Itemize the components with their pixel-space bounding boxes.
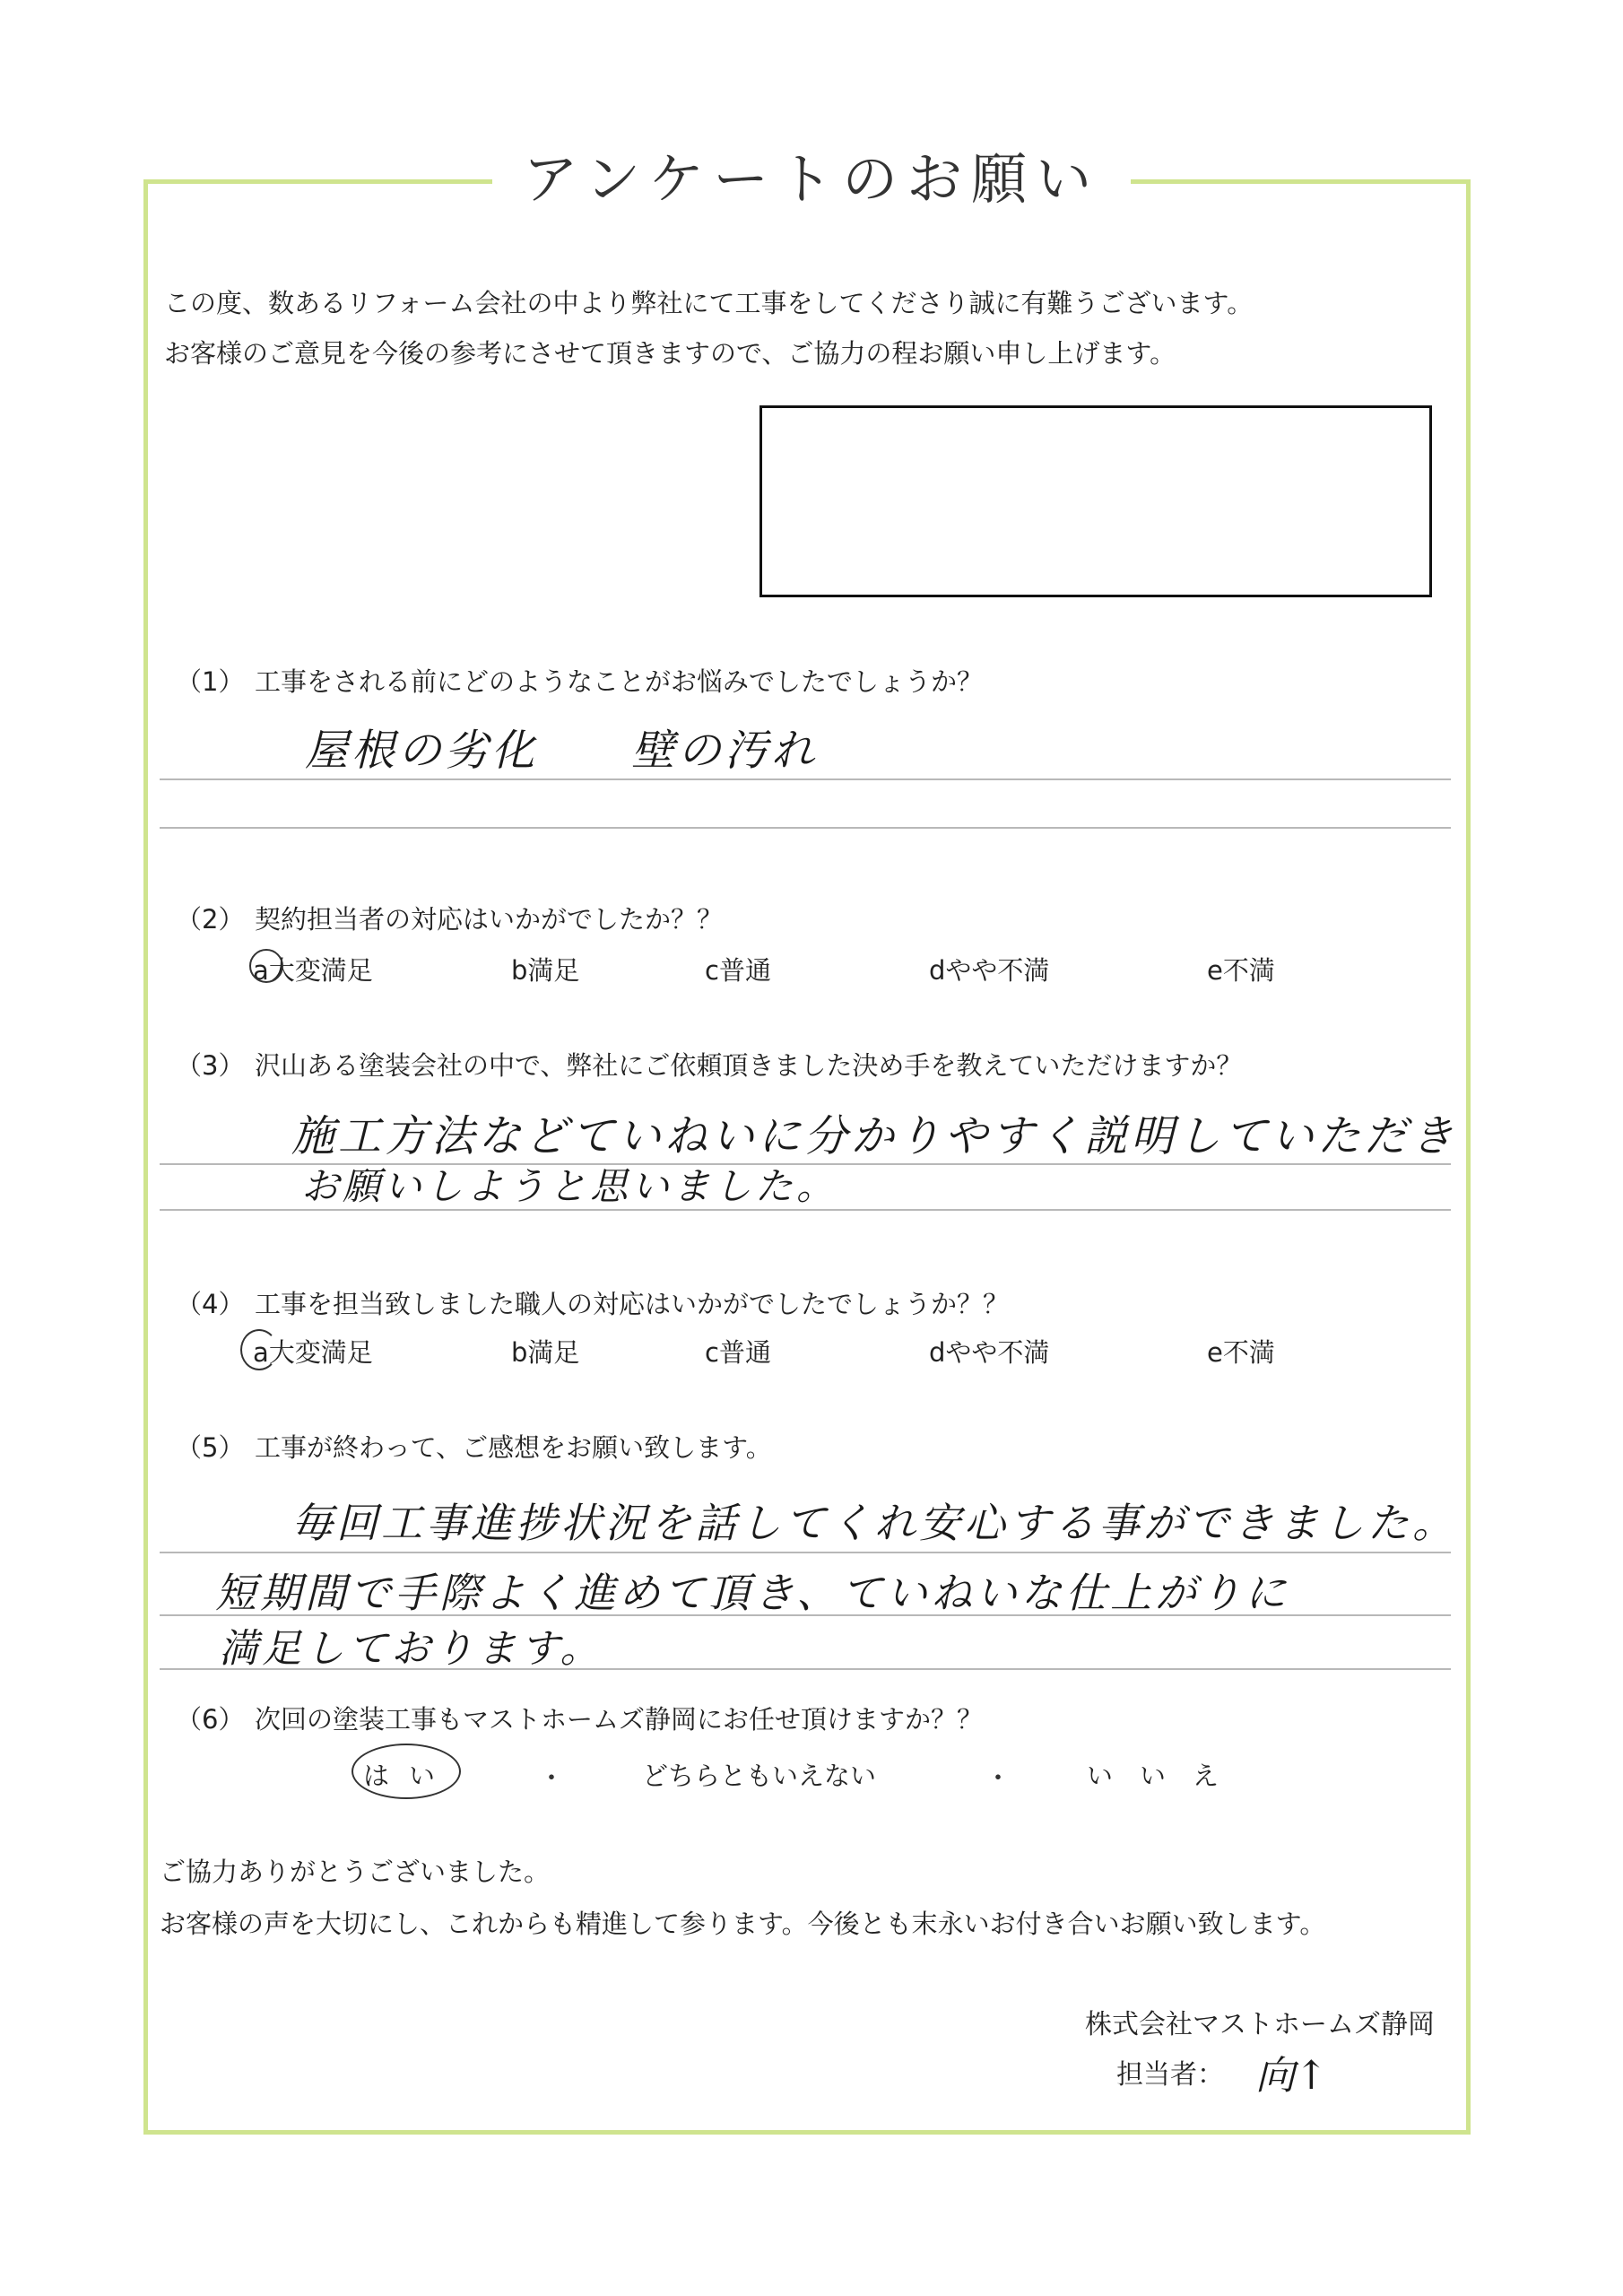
answer-rule	[160, 1209, 1451, 1211]
separator-dot: ・	[985, 1763, 1011, 1795]
title-area	[0, 144, 1623, 215]
company-name: 株式会社マストホームズ静岡	[1085, 2009, 1435, 2040]
selection-circle	[352, 1744, 461, 1799]
question-number: （3）	[176, 1050, 245, 1081]
option-d: dやや不満	[929, 955, 1050, 986]
question-text: 工事が終わって、ご感想をお願い致します。	[255, 1432, 772, 1463]
question-number: （6）	[176, 1704, 245, 1735]
option-c: c普通	[705, 1337, 771, 1368]
option-c: c普通	[705, 955, 771, 986]
question-number: （5）	[176, 1432, 245, 1463]
question-5	[176, 1428, 772, 1465]
answer-3-line-2: お願いしようと思いました。	[301, 1164, 838, 1208]
question-text: 次回の塗装工事もマストホームズ静岡にお任せ頂けますか？？	[255, 1704, 984, 1735]
question-3	[176, 1046, 1242, 1083]
intro-text	[164, 278, 1253, 378]
customer-name-box	[759, 405, 1432, 597]
question-text: 契約担当者の対応はいかがでしたか？？	[255, 904, 724, 935]
answer-5-line-1: 毎回工事進捗状況を話してくれ安心する事ができました。	[291, 1499, 1457, 1547]
question-number: （2）	[176, 904, 245, 935]
selection-circle	[240, 1329, 278, 1370]
intro-line-1: この度、数あるリフォーム会社の中より弊社にて工事をしてくださり誠に有難うございます。	[164, 288, 1254, 318]
option-e: e不満	[1207, 955, 1275, 986]
option-e: e不満	[1207, 1337, 1275, 1368]
option-yes: はい	[363, 1761, 456, 1791]
option-b: b満足	[511, 955, 580, 986]
question-text: 工事を担当致しました職人の対応はいかがでしたでしょうか？？	[255, 1289, 1010, 1319]
question-text: 沢山ある塗装会社の中で、弊社にご依頼頂きました決め手を教えていただけますか？	[255, 1050, 1243, 1081]
page-title: アンケートのお願い	[492, 144, 1131, 215]
answer-rule	[160, 827, 1451, 829]
option-b: b満足	[511, 1337, 580, 1368]
question-2	[176, 900, 723, 936]
person-in-charge-label: 担当者：	[1116, 2059, 1224, 2091]
question-text: 工事をされる前にどのようなことがお悩みでしたでしょうか？	[255, 666, 984, 697]
option-a: a大変満足	[253, 955, 373, 986]
option-d: dやや不満	[929, 1337, 1050, 1368]
question-number: （1）	[176, 666, 245, 697]
question-6	[176, 1700, 983, 1736]
answer-rule	[160, 1668, 1451, 1670]
separator-dot: ・	[538, 1763, 565, 1795]
option-neither: どちらともいえない	[642, 1761, 877, 1791]
staff-signature: 向↑	[1255, 2053, 1328, 2099]
answer-rule	[160, 1552, 1451, 1553]
option-a: a大変満足	[253, 1337, 373, 1368]
answer-3-line-1: 施工方法などていねいに分かりやすく説明していただき	[291, 1111, 1458, 1161]
closing-text	[160, 1846, 1325, 1950]
option-no: いいえ	[1087, 1761, 1246, 1791]
selection-circle	[249, 949, 283, 983]
answer-rule	[160, 778, 1451, 780]
question-4	[176, 1284, 1009, 1321]
closing-line-2: お客様の声を大切にし、これからも精進して参ります。今後とも末永いお付き合いお願い致します。	[160, 1909, 1326, 1939]
answer-5-line-2: 短期間で手際よく進めて頂き、ていねいな仕上がりに	[215, 1569, 1290, 1617]
answer-1: 屋根の劣化 壁の汚れ	[305, 726, 819, 776]
answer-5-line-3: 満足しております。	[219, 1626, 603, 1672]
closing-line-1: ご協力ありがとうございました。	[160, 1857, 551, 1887]
question-number: （4）	[176, 1289, 245, 1319]
intro-line-2: お客様のご意見を今後の参考にさせて頂きますので、ご協力の程お願い申し上げます。	[164, 338, 1176, 369]
question-1	[176, 662, 983, 699]
